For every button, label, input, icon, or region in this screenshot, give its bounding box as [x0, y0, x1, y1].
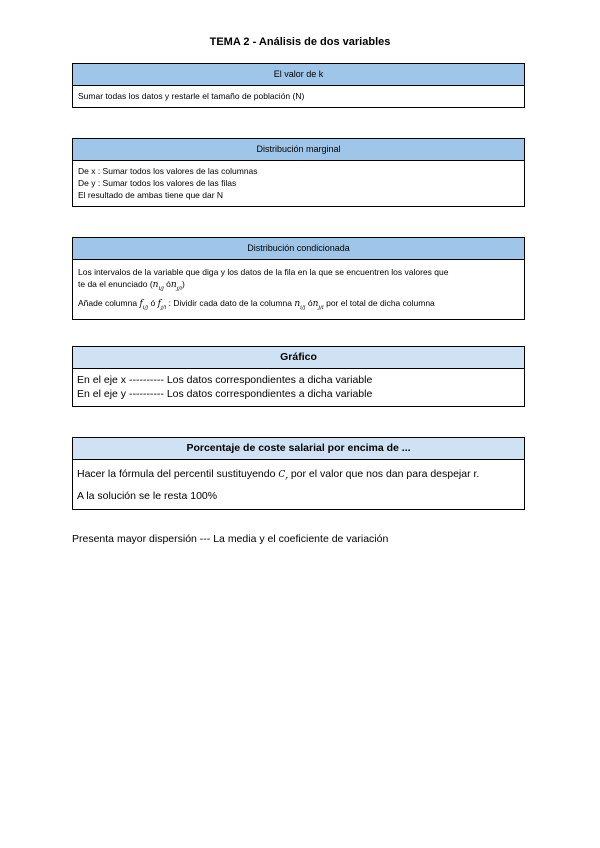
c-r-symbol: C	[278, 470, 286, 480]
graph-body	[73, 369, 524, 406]
marginal-body	[73, 161, 524, 206]
k-value-text: Sumar todas los datos y restarle el tamaño de población (N)	[78, 91, 305, 101]
n-ij-subscript: i/j	[158, 286, 164, 292]
conditional-box	[72, 237, 525, 320]
n-ij-symbol: n	[152, 280, 159, 290]
graph-x-axis-text: En el eje x ---------- Los datos correspondientes a dicha variable	[77, 374, 373, 386]
or-word-2: ó	[150, 298, 156, 308]
salary-solution-text: A la solución se le resta 100%	[77, 490, 218, 502]
marginal-x-text: De x : Sumar todos los valores de las columnas	[78, 166, 258, 176]
marginal-header: Distribución marginal	[73, 139, 524, 161]
n-ji-subscript: j/i	[176, 286, 183, 292]
conditional-header: Distribución condicionada	[73, 238, 524, 260]
or-word-3: ó	[307, 298, 313, 308]
salary-body	[73, 460, 524, 509]
graph-y-axis-text: En el eje y ---------- Los datos correspondientes a dicha variable	[77, 388, 373, 400]
f-ij-subscript: i/j	[142, 305, 149, 311]
dispersion-note: Presenta mayor dispersión --- La media y el coeficiente de variación	[72, 533, 389, 545]
marginal-result-text: El resultado de ambas tiene que dar N	[78, 190, 224, 200]
page-title: TEMA 2 - Análisis de dos variables	[209, 36, 391, 48]
graph-box	[72, 346, 525, 407]
conditional-add-column-text	[78, 297, 519, 314]
conditional-enunciado-text	[78, 278, 519, 295]
f-ji-symbol: f	[157, 299, 161, 309]
f-ij-symbol: f	[139, 299, 143, 309]
conditional-enunciado-suffix: )	[182, 279, 185, 289]
salary-formula-suffix: por el valor que nos dan para despejar r.	[290, 468, 480, 480]
k-value-header: El valor de k	[73, 64, 524, 86]
conditional-intervals-text: Los intervalos de la variable que diga y los datos de la fila en la que se encuentren los valores que	[78, 267, 449, 277]
conditional-enunciado-prefix: te da el enunciado (	[78, 279, 153, 289]
marginal-box	[72, 138, 525, 207]
conditional-body	[73, 260, 524, 319]
add-column-prefix: Añade columna	[78, 298, 138, 308]
k-value-body	[73, 86, 524, 107]
add-column-mid: : Dividir cada dato de la columna	[168, 298, 292, 308]
salary-box	[72, 437, 525, 510]
salary-header: Porcentaje de coste salarial por encima de ...	[73, 438, 524, 460]
salary-formula-text	[77, 466, 520, 488]
salary-formula-prefix: Hacer la fórmula del percentil sustituyendo	[77, 468, 276, 480]
n-ij-symbol-2: n	[294, 299, 301, 309]
k-value-box	[72, 63, 525, 108]
marginal-y-text: De y : Sumar todos los valores de las filas	[78, 178, 237, 188]
n-ji-symbol-2: n	[312, 299, 319, 309]
n-ji-subscript-2: j/i	[318, 305, 324, 311]
graph-header: Gráfico	[73, 347, 524, 369]
add-column-suffix: por el total de dicha columna	[326, 298, 435, 308]
f-ji-subscript: j/i	[160, 305, 167, 311]
c-r-subscript: r	[285, 476, 288, 482]
n-ji-symbol: n	[170, 280, 177, 290]
or-word: ó	[166, 279, 171, 289]
n-ij-subscript-2: i/j	[300, 305, 306, 311]
